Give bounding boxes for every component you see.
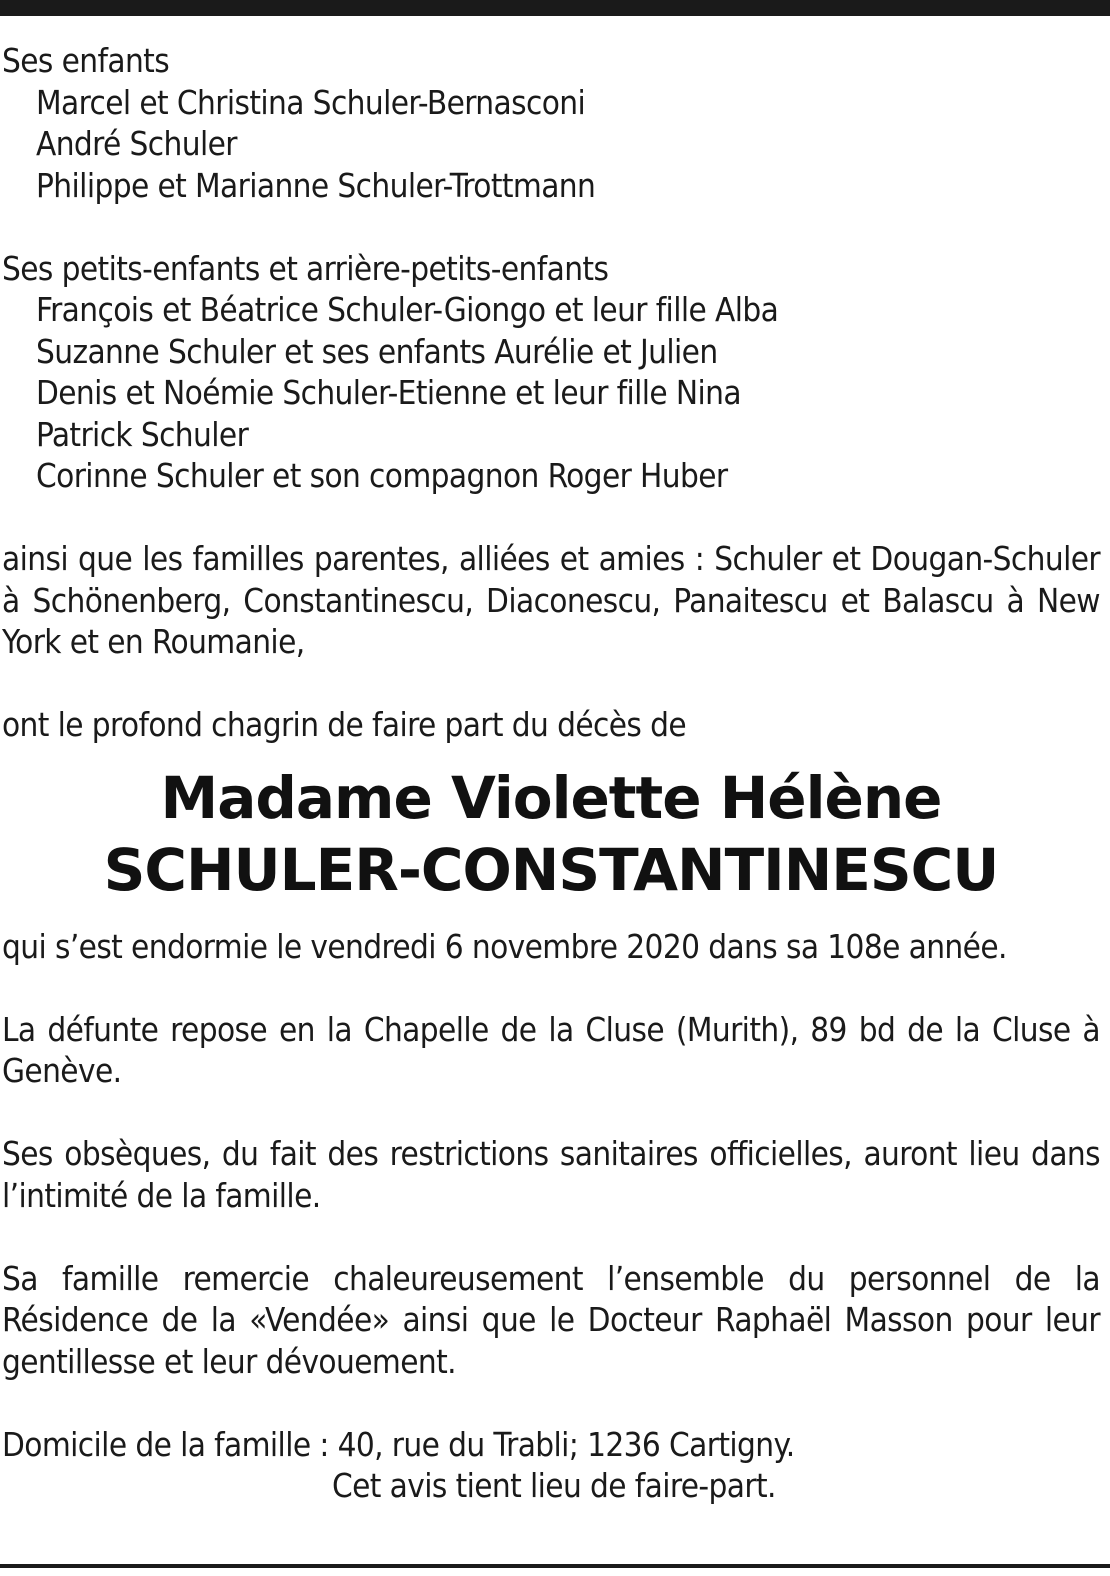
grandchild-name: Corinne Schuler et son compagnon Roger Huber <box>36 456 728 495</box>
spacer <box>2 1092 1100 1134</box>
grandchildren-heading: Ses petits-enfants et arrière-petits-enfants <box>2 248 609 288</box>
children-heading: Ses enfants <box>2 41 170 80</box>
grandchild-name: Suzanne Schuler et ses enfants Aurélie et Julien <box>36 331 718 371</box>
grandchild-name: François et Béatrice Schuler-Giongo et leur fille Alba <box>36 290 779 329</box>
grandchild-name: Denis et Noémie Schuler-Etienne et leur fille Nina <box>36 373 741 412</box>
thanks-paragraph: Sa famille remercie chaleureusement l’ensemble du personnel de la Résidence de la «Vendée» ainsi que le Docteur Raphaël Masson pour leur gentillesse et leur dévouement. <box>2 1258 1100 1381</box>
spacer <box>2 1216 1100 1258</box>
spacer <box>2 1382 1100 1424</box>
spacer <box>2 967 1100 1009</box>
announcement-line: ont le profond chagrin de faire part du décès de <box>2 705 687 744</box>
families-paragraph: ainsi que les familles parentes, alliées et amies : Schuler et Dougan-Schuler à Schönenberg, Constantinescu, Diaconescu, Panaitescu et Balascu à New York et en Roumanie, <box>2 539 1100 661</box>
closing-line: Cet avis tient lieu de faire-part. <box>332 1466 776 1505</box>
deceased-name-line2: SCHULER-CONSTANTINESCU <box>103 835 999 904</box>
obituary-notice <box>2 40 1100 1507</box>
child-name: André Schuler <box>36 124 237 163</box>
family-address: Domicile de la famille : 40, rue du Trabli; 1236 Cartigny. <box>2 1424 795 1464</box>
top-border-rule <box>0 0 1110 16</box>
deceased-name-heading <box>2 762 1100 906</box>
grandchild-name: Patrick Schuler <box>36 414 249 454</box>
funeral-paragraph: Ses obsèques, du fait des restrictions sanitaires officielles, auront lieu dans l’intimité de la famille. <box>2 1134 1100 1215</box>
child-name: Marcel et Christina Schuler-Bernasconi <box>36 82 586 122</box>
death-notice: qui s’est endormie le vendredi 6 novembre 2020 dans sa 108e année. <box>2 926 1007 966</box>
rest-place-paragraph: La défunte repose en la Chapelle de la Cluse (Murith), 89 bd de la Cluse à Genève. <box>2 1009 1100 1090</box>
spacer <box>2 497 1100 539</box>
spacer <box>2 663 1100 705</box>
spacer <box>2 206 1100 248</box>
deceased-name-line1: Madame Violette Hélène <box>160 763 942 832</box>
bottom-border-rule <box>0 1564 1110 1568</box>
child-name: Philippe et Marianne Schuler-Trottmann <box>36 165 596 205</box>
